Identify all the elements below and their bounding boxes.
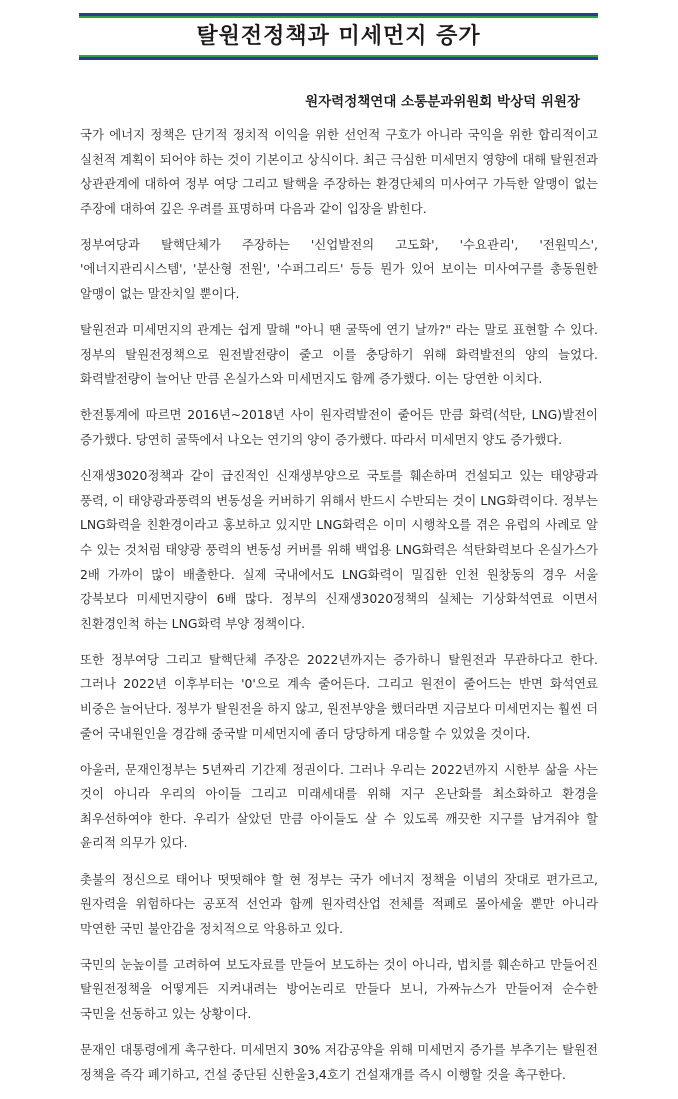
paragraph-2022: 또한 정부여당 그리고 탈핵단체 주장은 2022년까지는 증가하니 탈원전과 무관하다고 한다. 그러나 2022년 이후부터는 '0'으로 계속 줄어든다. 그리고 원전이 줄어드는 반면 화석연료 비중은 늘어난다. 정부가 탈원전을 하지 않고, 원전부양을 했더라면 지금보다 미세먼지는 훨씬 더 줄어 국내원인을 경감해 중국발 미세먼지에 좀더 당당하게 대응할 수 있었을 것이다. — [80, 651, 599, 741]
author-byline: 원자력정책연대 소통분과위원회 박상덕 위원장 — [305, 94, 580, 110]
paragraph-future-generations: 아울러, 문재인정부는 5년짜리 기간제 정권이다. 그러나 우리는 2022년까지 시한부 삶을 사는 것이 아니라 우리의 아이들 그리고 미래세대를 위해 지구 온난화를 최소화하고 환경을 최우선하여야 한다. 우리가 살았던 만큼 아이들도 살 수 있도록 깨끗한 지구를 남겨줘야 할 윤리적 의무가 있다. — [80, 761, 598, 851]
paragraph-renewable-lng: 신재생3020정책과 같이 급진적인 신재생부양으로 국토를 훼손하며 건설되고 있는 태양광과 풍력, 이 태양광과풍력의 변동성을 커버하기 위해서 반드시 수반되는 것이 LNG화력이다. 정부는 LNG화력을 친환경이라고 홍보하고 있지만 LNG화력은 이미 시행착오를 겪은 유럽의 사례로 알 수 있는 것처럼 태양광 풍력의 변동성 커버를 위해 백업용 LNG화력은 석탄화력보다 온실가스가 2배 가까이 많이 배출한다. 실제 국내에서도 LNG화력이 밀집한 인천 원창동의 경우 서울 강북보다 미세먼지량이 6배 많다. 정부의 신재생3020정책의 실체는 기상화석연료 이면서 친환경인척 하는 LNG화력 부양 정책이다. — [80, 468, 598, 631]
paragraph-kepco-stats: 한전통계에 따르면 2016년~2018년 사이 원자력발전이 줄어든 만큼 화력(석탄, LNG)발전이 증가했다. 당연히 굴뚝에서 나오는 연기의 양이 증가했다. 따라서 미세먼지 양도 증가했다. — [80, 407, 598, 448]
paragraph-chimney: 탈원전과 미세먼지의 관계는 쉽게 말해 "아니 땐 굴뚝에 연기 날까?" 라는 말로 표현할 수 있다. 정부의 탈원전정책으로 원전발전량이 줄고 이를 충당하기 위해 화력발전의 양의 늘었다. 화력발전량이 늘어난 만큼 온실가스와 미세먼지도 함께 증가했다. 이는 당연한 이치다. — [80, 322, 598, 387]
paragraph-rhetoric: 정부여당과 탈핵단체가 주장하는 '신업발전의 고도화', '수요관리', '전원믹스', '에너지관리시스템', '분산형 전원', '수퍼그리드' 등등 뭔가 있어 보이는 미사여구를 총동원한 알맹이 없는 말잔치일 뿐이다. — [80, 236, 598, 302]
banner-bottom-blue-rule — [79, 57, 598, 60]
document-body — [80, 123, 598, 1099]
paragraph-intro: 국가 에너지 정책은 단기적 정치적 이익을 위한 선언적 구호가 아니라 국익을 위한 합리적이고 실천적 계획이 되어야 하는 것이 기본이고 상식이다. 최근 극심한 미세먼지 영향에 대해 탈원전과 상관관계에 대하여 정부 여당 그리고 탈핵을 주장하는 환경단체의 미사여구 가득한 알맹이 없는 주장에 대하여 깊은 우려를 표명하며 다음과 같이 입장을 밝힌다. — [80, 127, 599, 216]
document-title: 탈원전정책과 미세먼지 증가 — [196, 24, 481, 49]
banner-top-green-rule — [79, 16, 598, 18]
paragraph-fake-news: 국민의 눈높이를 고려하여 보도자료를 만들어 보도하는 것이 아니라, 법치를 훼손하고 만들어진 탈원전정책을 어떻게든 지켜내려는 방어논리로 만들다 보니, 가짜뉴스가 만들어져 순수한 국민을 선동하고 있는 상황이다. — [80, 956, 598, 1021]
paragraph-candlelight: 촛불의 정신으로 태어나 떳떳해야 할 현 정부는 국가 에너지 정책을 이념의 잣대로 편가르고, 원자력을 위험하다는 공포적 선언과 함께 원자력산업 전체를 적폐로 몰아세울 뿐만 아니라 막연한 국민 불안감을 정치적으로 악용하고 있다. — [80, 871, 598, 936]
paragraph-demand: 문재인 대통령에게 촉구한다. 미세먼지 30% 저감공약을 위해 미세먼지 증가를 부추기는 탈원전 정책을 즉각 폐기하고, 건설 중단된 신한울3,4호기 건설재개를 즉시 이행할 것을 촉구한다. — [80, 1042, 598, 1082]
title-banner — [79, 13, 598, 60]
